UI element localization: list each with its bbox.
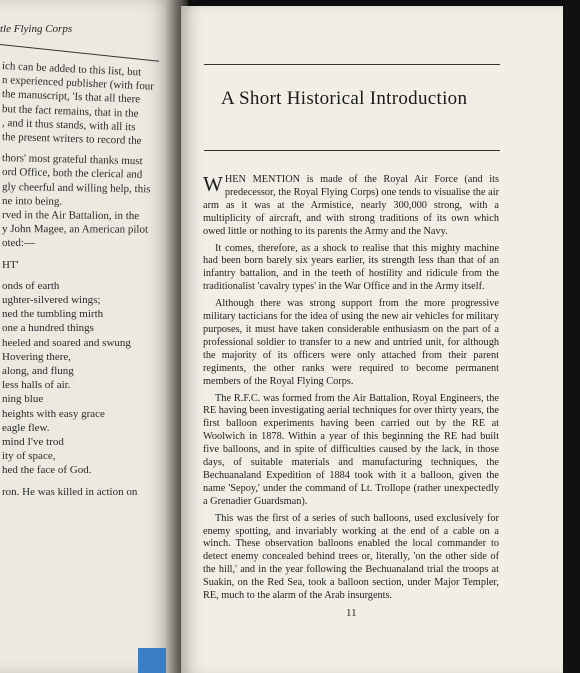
left-page-line: Hovering there,	[2, 350, 72, 363]
left-page-line: heeled and soared and swung	[2, 336, 131, 349]
paragraph-1	[203, 174, 499, 239]
left-page-line: ord Office, both the clerical and	[1, 166, 143, 182]
left-page-line: ity of space,	[2, 450, 56, 463]
left-page-line: ron. He was killed in action on	[2, 485, 138, 498]
left-page-line: thors' most grateful thanks must	[1, 152, 143, 168]
left-page-line: the manuscript, 'Is that all there	[1, 88, 141, 106]
paragraph-3: Although there was strong support from the more progressive military tacticians for the idea of using the new air vehicles for military purposes, it must have taken considerable enthusiasm on the part of a professional soldier to transfer to a new and untried unit, for although the majority of its officers were only attached from their parent regiments, the other ranks were required to become permanent members of the Royal Flying Corps.	[203, 298, 499, 387]
page-number: 11	[346, 607, 357, 619]
left-page-line: less halls of air.	[2, 379, 71, 392]
left-page-line: rved in the Air Battalion, in the	[1, 209, 140, 223]
paragraph-5: This was the first of a series of such balloons, used exclusively for enemy spotting, and invariably working at the end of a cable on a winch. These observation balloons enabled the local commander to detect enemy concealed behind trees or, literally, 'on the other side of the hill,' and in the year following the Bechuanaland trial the troops at Suakin, on the Red Sea, took a balloon section, under Major Templer, RE, much to the alarm of the Arab insurgents.	[203, 512, 499, 602]
left-page-line: gly cheerful and willing help, this	[1, 180, 151, 195]
left-page-line: ughter-silvered wings;	[2, 294, 101, 306]
left-page-line: onds of earth	[2, 279, 60, 292]
left-page-line: n experienced publisher (with four	[1, 74, 155, 93]
left-head-rule	[0, 44, 159, 62]
left-page	[0, 0, 176, 673]
left-page-line: hed the face of God.	[2, 464, 92, 477]
left-page-line: ne into being.	[1, 194, 63, 208]
left-page-line: y John Magee, an American pilot	[1, 223, 149, 236]
left-page-line: oted:—	[1, 237, 36, 250]
left-page-line: mind I've trod	[2, 436, 64, 448]
left-page-line: along, and flung	[2, 365, 74, 377]
left-page-line: but the fact remains, that in the	[1, 102, 139, 120]
left-running-head: tle Flying Corps	[0, 23, 73, 35]
left-page-line: , and it thus stands, with all its	[1, 116, 136, 134]
left-page-line: HT'	[2, 258, 19, 271]
paragraph-2: It comes, therefore, as a shock to realise that this mighty machine had been born barely six years earlier, its strength less than that of an infantry battalion, and in the teeth of hostility and ridicule from the traditionalist 'cavalry types' in the War Office and in the Army itself.	[203, 242, 499, 293]
background-edge	[563, 0, 580, 673]
left-page-line: ich can be added to this list, but	[1, 60, 142, 79]
opening-small-caps: HEN MENTION	[224, 174, 301, 185]
left-page-line: heights with easy grace	[2, 407, 105, 420]
left-page-line: eagle flew.	[2, 421, 50, 434]
left-page-line: the present writers to record the	[1, 131, 142, 147]
page-title: A Short Historical Introduction	[221, 88, 468, 109]
title-bottom-rule	[204, 150, 500, 151]
left-page-line: one a hundred things	[2, 322, 94, 335]
left-page-line: ned the tumbling mirth	[2, 308, 104, 321]
left-page-line: ning blue	[2, 393, 44, 406]
paragraph-1-text: is made of the Royal Air Force (and its predecessor, the Royal Flying Corps) one tends to visualise the air arm as it was at the Armistice, nearly 300,000 strong, with a multiplicity of aircraft, and with strong traditions of its own which owed little or nothing to its parents the Army and the Navy.	[203, 174, 499, 237]
body-text	[203, 174, 499, 607]
drop-cap: W	[203, 172, 223, 196]
paragraph-4: The R.F.C. was formed from the Air Battalion, Royal Engineers, the RE having been investigating aerial techniques for over thirty years, the first balloon experiments having been carried out by the RE at Woolwich in 1878. Within a year of this beginning the RE had built five balloons, and in spite of difficulties caused by the lack, in those days, of suitable materials and manufacturing techniques, the Bechuanaland Expedition of 1884 took with it a balloon, given the name 'Sepoy,' under the command of Lt. Trollope (rather unexpectedly a Grenadier Guardsman).	[203, 392, 499, 507]
title-top-rule	[204, 64, 500, 65]
